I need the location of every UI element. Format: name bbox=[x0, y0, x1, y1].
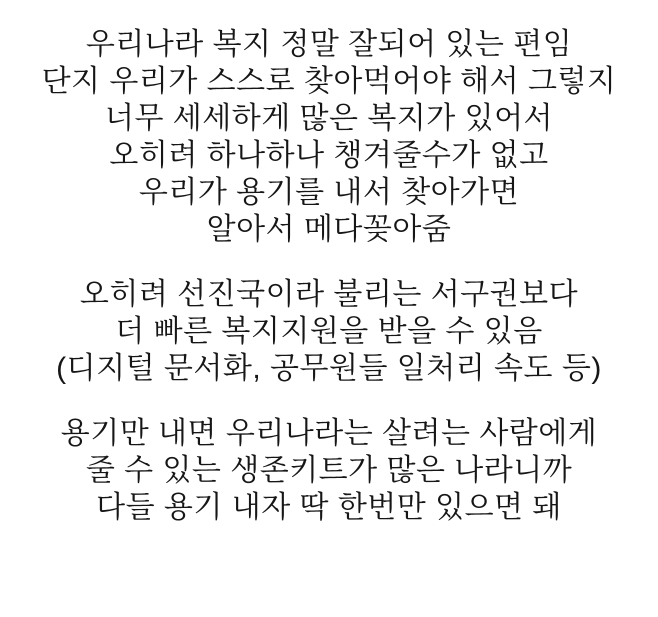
text-line: 알아서 메다꽂아줌 bbox=[206, 213, 452, 246]
text-line: 더 빠른 복지지원을 받을 수 있음 bbox=[115, 315, 543, 348]
paragraph-2 bbox=[0, 276, 658, 387]
paragraph-1 bbox=[0, 26, 658, 248]
text-line: 줄 수 있는 생존키트가 많은 나라니까 bbox=[85, 454, 573, 487]
text-line: 단지 우리가 스스로 찾아먹어야 해서 그렇지 bbox=[41, 65, 617, 98]
text-line: (디지털 문서화, 공무원들 일처리 속도 등) bbox=[56, 352, 602, 385]
text-line: 오히려 선진국이라 불리는 서구권보다 bbox=[79, 278, 579, 311]
text-line: 우리가 용기를 내서 찾아가면 bbox=[138, 176, 520, 209]
text-line: 오히려 하나하나 챙겨줄수가 없고 bbox=[109, 139, 549, 172]
text-line: 다들 용기 내자 딱 한번만 있으면 돼 bbox=[96, 491, 562, 524]
text-line: 용기만 내면 우리나라는 살려는 사람에게 bbox=[60, 417, 598, 450]
text-line: 우리나라 복지 정말 잘되어 있는 편임 bbox=[85, 28, 573, 61]
paragraph-3 bbox=[0, 415, 658, 526]
text-line: 너무 세세하게 많은 복지가 있어서 bbox=[104, 102, 554, 135]
